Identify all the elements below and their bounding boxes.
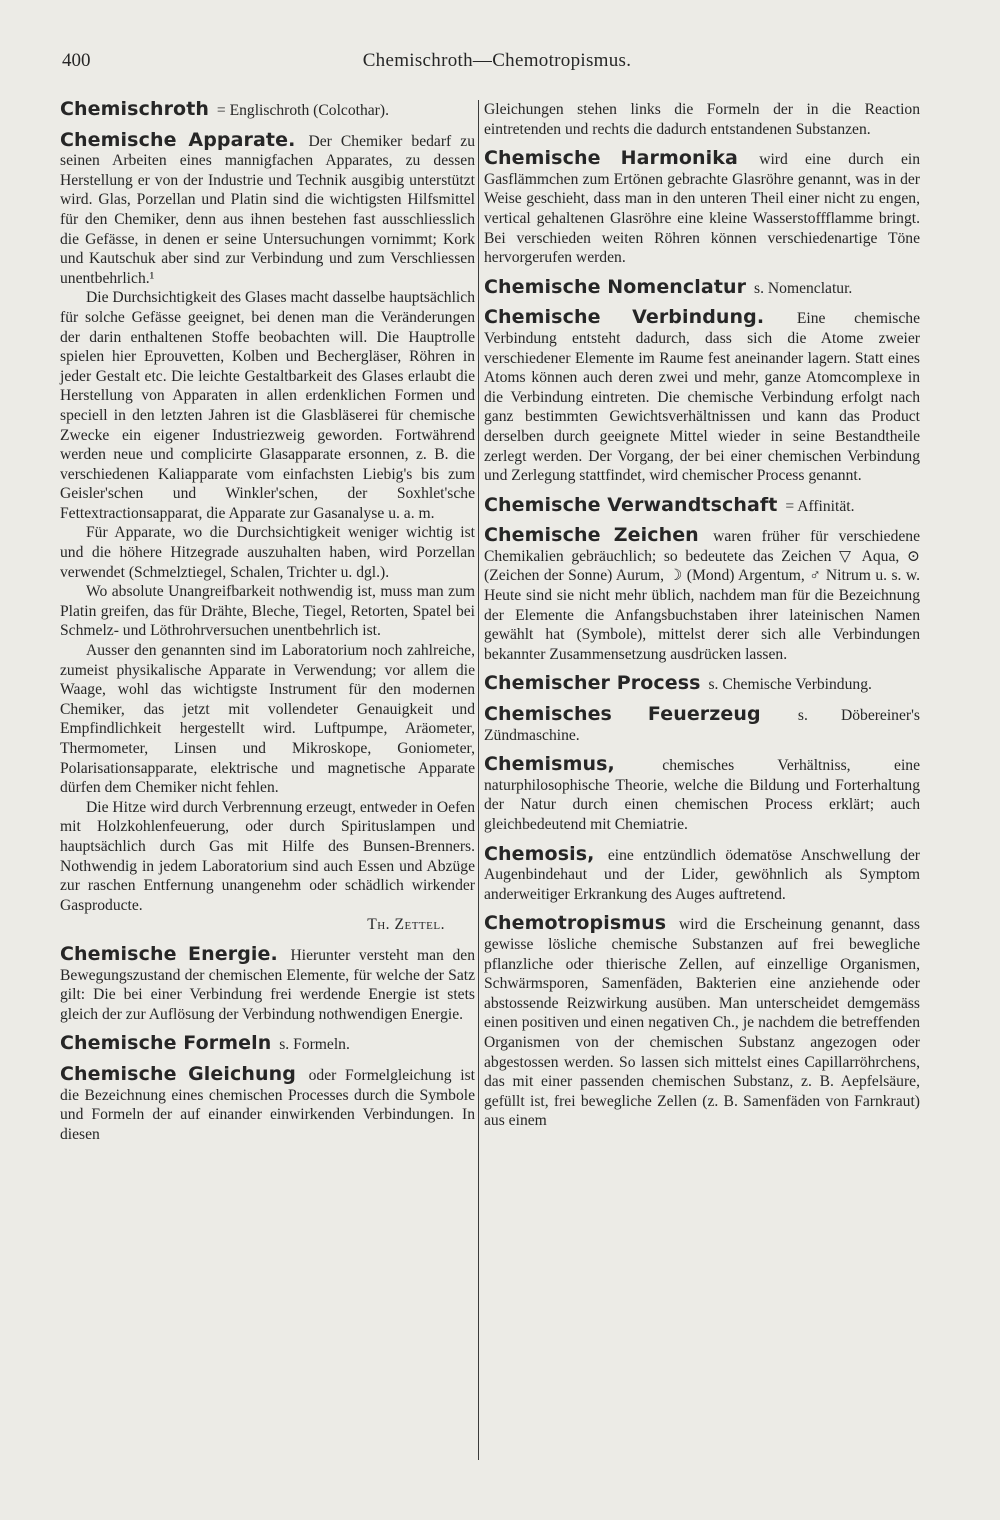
- entry-text: s. Nomenclatur.: [754, 279, 853, 297]
- entry-text: waren früher für verschiedene Chemikalien gebräuchlich; so bedeutete das Zeichen ▽ Aqua, ⊙ (Zeichen der Sonne) Aurum, ☽ (Mond) Argentum, ♂ Nitrum u. s. w. Heute sind sie nicht mehr üblich, nachdem man für die Bezeichnung der Elemente die Anfangsbuchstaben ihrer lateinischen Namen gewählt hat (Symbole), mittelst derer sich alle Verbindungen bekannter Zusammensetzung ausdrücken lassen.: [484, 528, 921, 663]
- headword: Chemisches Feuerzeug: [484, 703, 761, 726]
- entry-text: eine entzündlich ödematöse Anschwellung der Augenbindehaut und der Lider, gewöhnlich als Symptom anderweitiger Erkrankung des Auges auftretend.: [484, 846, 920, 903]
- entry-continuation: [484, 100, 920, 139]
- entry-text: oder Formelgleichung ist die Bezeichnung eines chemischen Processes durch die Symbole und Formeln der auf einander einwirkenden Verbindungen. In diesen: [60, 1066, 475, 1143]
- entry-text: s. Döbereiner's Zündmaschine.: [484, 707, 920, 744]
- paragraph: Die Durchsichtigkeit des Glases macht dasselbe hauptsächlich für solche Gefässe geeignet, bei denen man die Veränderungen der darin enthaltenen Stoffe beobachten will. Die Hauptrolle spielen hier Eprouvetten, Kolben und Bechergläser, Röhren in jeder Gestalt etc. Die leichte Gestaltbarkeit des Glases erlaubt die Herstellung von Apparaten in allen erdenklichen Formen und speciell in den letzten Jahren ist die Glasbläserei für chemische Zwecke ein eigener Industriezweig geworden. Fortwährend werden neue und complicirte Glasapparate ersonnen, z. B. die verschiedenen Kaliapparate vom einfachsten Liebig's bis zum Geisler'schen und Winkler'schen, der Soxhlet'sche Fettextractionsapparat, die Apparate zur Gasanalyse u. a. m.: [60, 289, 475, 522]
- paragraph: Wo absolute Unangreifbarkeit nothwendig ist, muss man zum Platin greifen, das für Drähte, Bleche, Tiegel, Retorten, Spatel bei Schmelz- und Löthrohrversuchen unentbehrlich ist.: [60, 583, 475, 640]
- entry-chemische-apparate: [60, 128, 475, 935]
- running-head: [62, 50, 932, 80]
- entry-text: wird die Erscheinung genannt, dass gewisse lösliche chemische Substanzen auf frei bewegliche pflanzliche oder thierische Zellen, auf einzellige Organismen, Schwärmsporen, Samenfäden, Bakterien eine anziehende oder abstossende Reizwirkung ausüben. Man unterscheidet demgemäss einen positiven und einen negativen Ch., je nachdem die betreffenden Organismen von der chemischen Substanz angezogen oder abgestossen werden. So lassen sich mittelst eines Capillarröhrchens, das mit einer passenden chemischen Substanz, z. B. Aepfelsäure, gefüllt ist, frei bewegliche Zellen (z. B. Samenfäden von Farnkraut) aus einem: [484, 916, 920, 1130]
- paragraph: Die Hitze wird durch Verbrennung erzeugt, entweder in Oefen mit Holzkohlenfeuerung, oder durch Spirituslampen und hauptsächlich durch Gas mit Hilfe des Bunsen-Brenners. Nothwendig in jedem Laboratorium sind auch Essen und Abzüge zur raschen Entfernung unangenehm oder schädlich wirkender Gasproducte.: [60, 798, 475, 914]
- column-divider: [478, 100, 479, 1460]
- entry-text: Gleichungen stehen links die Formeln der in die Reaction eintretenden und rechts die dadurch entstandenen Substanzen.: [484, 101, 920, 138]
- entry-chemische-energie: [60, 942, 476, 1024]
- entry-chemischer-process: [484, 674, 920, 695]
- paragraph: Für Apparate, wo die Durchsichtigkeit weniger wichtig ist und die höhere Hitzegrade auszuhalten haben, wird Porzellan verwendet (Schmelztiegel, Schalen, Trichter u. dgl.).: [60, 524, 475, 581]
- headword: Chemische Gleichung: [60, 1062, 296, 1085]
- entry-text: s. Formeln.: [279, 1036, 350, 1054]
- headword: Chemische Verbindung.: [484, 306, 765, 329]
- headword: Chemischer Process: [484, 672, 701, 695]
- page-number: 400: [62, 50, 91, 71]
- headword: Chemische Harmonika: [484, 147, 738, 170]
- paragraph: Ausser den genannten sind im Laboratorium noch zahlreiche, zumeist physikalische Apparate in Verwendung; vor allem die Waage, wohl das wichtigste Instrument für den modernen Chemiker, das jetzt mit vollendeter Genauigkeit und Empfindlichkeit hergestellt wird. Luftpumpe, Aräometer, Thermometer, Linsen und Mikroskope, Goniometer, Polarisationsapparate, elektrische und magnetische Apparate dürfen dem Chemiker nicht fehlen.: [60, 642, 475, 797]
- headword: Chemische Energie.: [60, 942, 278, 965]
- entry-chemismus: [484, 755, 920, 834]
- author-signature: Th. Zettel.: [367, 916, 445, 934]
- headword: Chemische Apparate.: [60, 128, 296, 151]
- entry-text: wird eine durch ein Gasflämmchen zum Ertönen gebrachte Glasröhre genannt, was in der Weise geschieht, dass man in den unteren Theil einer nicht zu engen, vertical gehaltenen Glasröhre eine kleine Wasserstoffflamme bringt. Bei verschieden weiten Röhren können verschiedenartige Töne hervorgerufen werden.: [484, 151, 920, 267]
- right-column: [484, 100, 920, 1137]
- entry-chemische-harmonika: [484, 149, 920, 268]
- entry-text: = Englischroth (Colcothar).: [216, 102, 389, 119]
- entry-chemisches-feuerzeug: [484, 705, 920, 745]
- left-column: [60, 100, 475, 1150]
- entry-text: Eine chemische Verbindung entsteht dadurch, dass sich die Atome zweier verschiedener Elemente im Raume fest aneinander lagern. Statt eines Atoms können auch deren zwei und mehr, ganze Atomcomplexe in die Verbindung eintreten. Die chemische Verbindung erfolgt nach ganz bestimmten Gewichtsverhältnissen und kann das Product derselben durch geeignete Mittel wieder in seine Bestandtheile zerlegt werden. Der Vorgang, der bei einer chemischen Verbindung und Zerlegung stattfindet, wird chemischer Process genannt.: [484, 310, 920, 485]
- entry-text: chemisches Verhältniss, eine naturphilosophische Theorie, welche die Bildung und Forterhaltung der Natur durch einen chemischen Process erklärt; auch gleichbedeutend mit Chemiatrie.: [484, 757, 920, 833]
- headword: Chemismus,: [484, 753, 615, 776]
- entry-text: s. Chemische Verbindung.: [708, 676, 872, 694]
- entry-text: Hierunter versteht man den Bewegungszustand der chemischen Elemente, für welche der Satz gilt: Die bei einer Verbindung frei werdende Energie ist stets gleich der zur Auflösung der Verbindung nothwendigen Energie.: [60, 946, 476, 1023]
- entry-chemische-gleichung: [60, 1062, 475, 1144]
- running-title: Chemischroth—Chemotropismus.: [362, 50, 632, 71]
- entry-text: Der Chemiker bedarf zu seinen Arbeiten eines mannigfachen Apparates, zu dessen Herstellung er von der Industrie und Technik ausgibig unterstützt wird. Glas, Porzellan und Platin sind die wichtigsten Hilfsmittel für den Chemiker, denn aus ihnen bestehen fast ausschliesslich die Gefässe, in denen er seine Untersuchungen vornimmt; Kork und Kautschuk aber sind zur Verbindung und zum Verschliessen unentbehrlich.¹: [60, 132, 475, 287]
- headword: Chemische Nomenclatur: [484, 275, 747, 298]
- entry-chemotropismus: [484, 914, 920, 1131]
- headword: Chemischroth: [60, 98, 209, 120]
- entry-chemischroth: [60, 100, 475, 121]
- headword: Chemische Formeln: [60, 1032, 272, 1055]
- entry-chemosis: [484, 842, 920, 905]
- headword: Chemotropismus: [484, 912, 667, 935]
- headword: Chemische Verwandtschaft: [484, 493, 778, 516]
- entry-chemische-verwandtschaft: [484, 493, 920, 517]
- headword: Chemosis,: [484, 842, 595, 865]
- entry-chemische-formeln: [60, 1034, 475, 1055]
- entry-chemische-nomenclatur: [484, 275, 920, 299]
- entry-chemische-zeichen: [484, 526, 920, 664]
- entry-chemische-verbindung: [484, 308, 920, 485]
- entry-text: = Affinität.: [785, 497, 855, 515]
- headword: Chemische Zeichen: [484, 524, 699, 547]
